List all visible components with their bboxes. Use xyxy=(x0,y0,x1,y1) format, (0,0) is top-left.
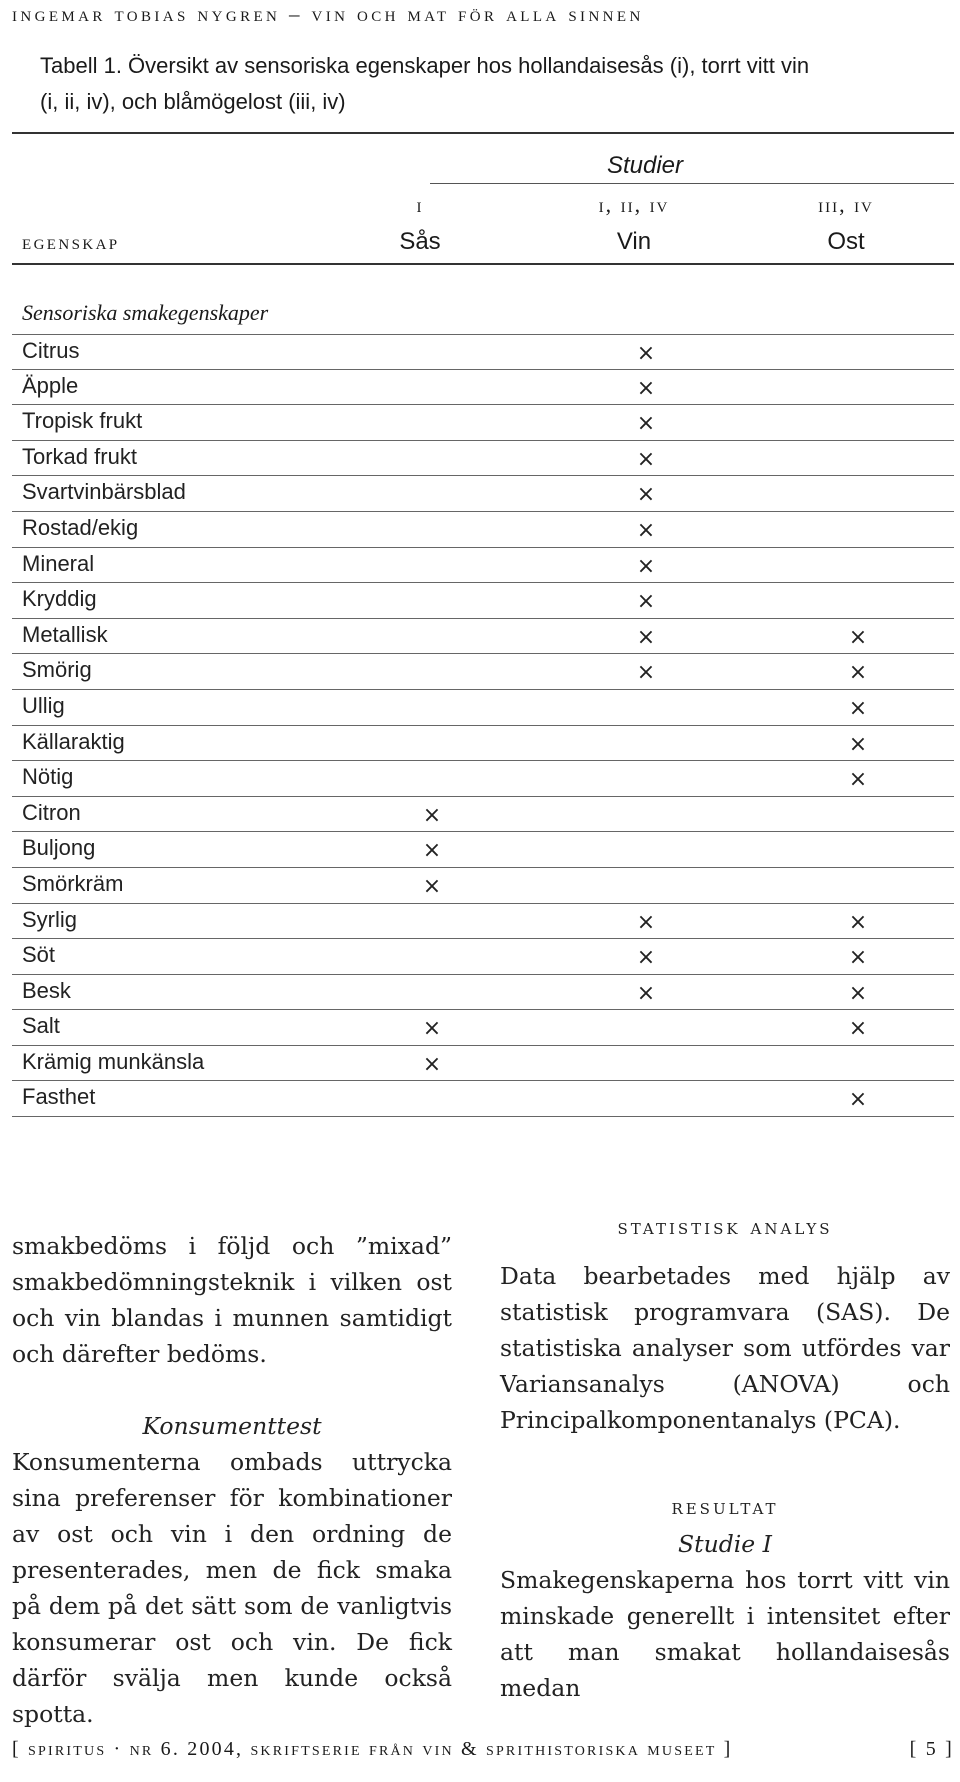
row-label: Äpple xyxy=(22,372,79,398)
row-label: Torkad frukt xyxy=(22,443,137,469)
table-row xyxy=(12,1081,954,1117)
row-label: Källaraktig xyxy=(22,728,125,754)
table-row xyxy=(12,583,954,619)
check-mark-sas: × xyxy=(422,802,442,828)
check-mark-vin: × xyxy=(636,980,656,1006)
running-head: ingemar tobias nygren – vin och mat för alla sinnen xyxy=(12,2,644,26)
row-label: Söt xyxy=(22,942,56,968)
table-row xyxy=(12,832,954,868)
check-mark-ost: × xyxy=(848,767,868,793)
table-top-rule xyxy=(12,132,954,134)
footer-publication: [ spiritus · nr 6. 2004, skriftserie från vin & sprithistoriska museet ] xyxy=(12,1738,733,1760)
row-label: Citrus xyxy=(22,338,80,363)
row-label: Kryddig xyxy=(22,586,97,612)
check-mark-ost: × xyxy=(848,1087,868,1113)
row-label: Mineral xyxy=(22,550,95,576)
right-paragraph-2: Smakegenskaperna hos torrt vitt vin minskade generellt i intensitet efter att man smakat hollandaisesås medan xyxy=(500,1566,950,1702)
column-name-vin: Vin xyxy=(616,228,652,255)
row-label: Rostad/ekig xyxy=(22,514,139,540)
row-label: Salt xyxy=(22,1013,60,1039)
subheading-konsumenttest: Konsumenttest xyxy=(142,1412,322,1440)
row-label: Smörkräm xyxy=(22,870,124,896)
table-row xyxy=(12,939,954,975)
row-label: Buljong xyxy=(22,835,96,861)
row-label: Ullig xyxy=(22,692,65,718)
check-mark-sas: × xyxy=(422,1051,442,1077)
row-label: Syrlig xyxy=(22,906,78,932)
left-text-column xyxy=(12,1228,452,1732)
check-mark-vin: × xyxy=(636,517,656,543)
left-paragraph-1: smakbedöms i följd och ”mixad” smakbedömningsteknik i vilken ost och vin blandas i munnen samtidigt och därefter bedöms. xyxy=(12,1232,452,1368)
table-row xyxy=(12,370,954,406)
check-mark-vin: × xyxy=(636,589,656,615)
table-row xyxy=(12,726,954,762)
table-row xyxy=(12,690,954,726)
subheading-studie-i: Studie I xyxy=(678,1530,772,1558)
table-row xyxy=(12,868,954,904)
check-mark-vin: × xyxy=(636,375,656,401)
table-row xyxy=(12,654,954,690)
column-study-vin: i, ii, iv xyxy=(598,192,670,217)
check-mark-ost: × xyxy=(848,695,868,721)
heading-resultat: resultat xyxy=(671,1495,779,1520)
table-header-rule xyxy=(12,263,954,265)
table-row xyxy=(12,405,954,441)
heading-statistisk-analys: statistisk analys xyxy=(617,1215,833,1240)
check-mark-ost: × xyxy=(848,945,868,971)
row-label: Citron xyxy=(22,799,81,825)
table-row xyxy=(12,797,954,833)
table-row xyxy=(12,441,954,477)
table-row xyxy=(12,1010,954,1046)
table-row xyxy=(12,476,954,512)
table-row xyxy=(12,975,954,1011)
footer-page-number: [ 5 ] xyxy=(909,1738,954,1760)
right-paragraph-1: Data bearbetades med hjälp av statistisk programvara (SAS). De statistiska analyser som utfördes var Variansanalys (ANOVA) och Principalkomponentanalys (PCA). xyxy=(500,1262,950,1434)
caption-line-2: (i, ii, iv), och blåmögelost (iii, iv) xyxy=(40,89,346,114)
table-caption xyxy=(40,48,920,120)
check-mark-ost: × xyxy=(848,660,868,686)
check-mark-ost: × xyxy=(848,1016,868,1042)
column-name-sas: Sås xyxy=(399,228,441,255)
check-mark-ost: × xyxy=(848,731,868,757)
row-label: Svartvinbärsblad xyxy=(22,479,186,505)
right-text-column xyxy=(500,1215,950,1706)
row-label: Besk xyxy=(22,977,71,1003)
table-row xyxy=(12,761,954,797)
group-header-rule xyxy=(430,183,954,184)
table-row xyxy=(12,548,954,584)
check-mark-vin: × xyxy=(636,553,656,579)
check-mark-ost: × xyxy=(848,624,868,650)
check-mark-vin: × xyxy=(636,341,656,366)
table-row xyxy=(12,334,954,370)
check-mark-vin: × xyxy=(636,660,656,686)
check-mark-vin: × xyxy=(636,411,656,437)
table-body xyxy=(12,334,954,1117)
left-paragraph-2: Konsumenterna ombads uttrycka sina preferenser för kombinationer av ost och vin i den ordning de presenterades, men de fick smaka på dem på det sätt som de vanligtvis konsumerar ost och vin. De fick därför svälja men kunde också spotta. xyxy=(12,1448,452,1728)
row-label: Tropisk frukt xyxy=(22,408,143,434)
table-row xyxy=(12,1046,954,1082)
row-header-egenskap: egenskap xyxy=(22,229,120,254)
row-label: Smörig xyxy=(22,657,92,683)
group-header-studier: Studier xyxy=(606,152,684,179)
check-mark-sas: × xyxy=(422,873,442,899)
check-mark-vin: × xyxy=(636,624,656,650)
check-mark-vin: × xyxy=(636,482,656,508)
row-label: Krämig munkänsla xyxy=(22,1048,205,1074)
check-mark-vin: × xyxy=(636,446,656,472)
table-row xyxy=(12,904,954,940)
column-name-ost: Ost xyxy=(827,228,865,255)
check-mark-vin: × xyxy=(636,945,656,971)
column-study-sas: i xyxy=(416,192,424,217)
row-label: Metallisk xyxy=(22,621,108,647)
row-label: Nötig xyxy=(22,764,74,790)
check-mark-sas: × xyxy=(422,1016,442,1042)
check-mark-vin: × xyxy=(636,909,656,935)
table-row xyxy=(12,512,954,548)
check-mark-ost: × xyxy=(848,909,868,935)
check-mark-sas: × xyxy=(422,838,442,864)
row-label: Fasthet xyxy=(22,1084,96,1110)
caption-line-1: Tabell 1. Översikt av sensoriska egenskaper hos hollandaisesås (i), torrt vitt vin xyxy=(40,53,810,78)
table-row xyxy=(12,619,954,655)
column-study-ost: iii, iv xyxy=(818,192,874,217)
check-mark-ost: × xyxy=(848,980,868,1006)
section-label: Sensoriska smakegenskaper xyxy=(22,300,269,325)
